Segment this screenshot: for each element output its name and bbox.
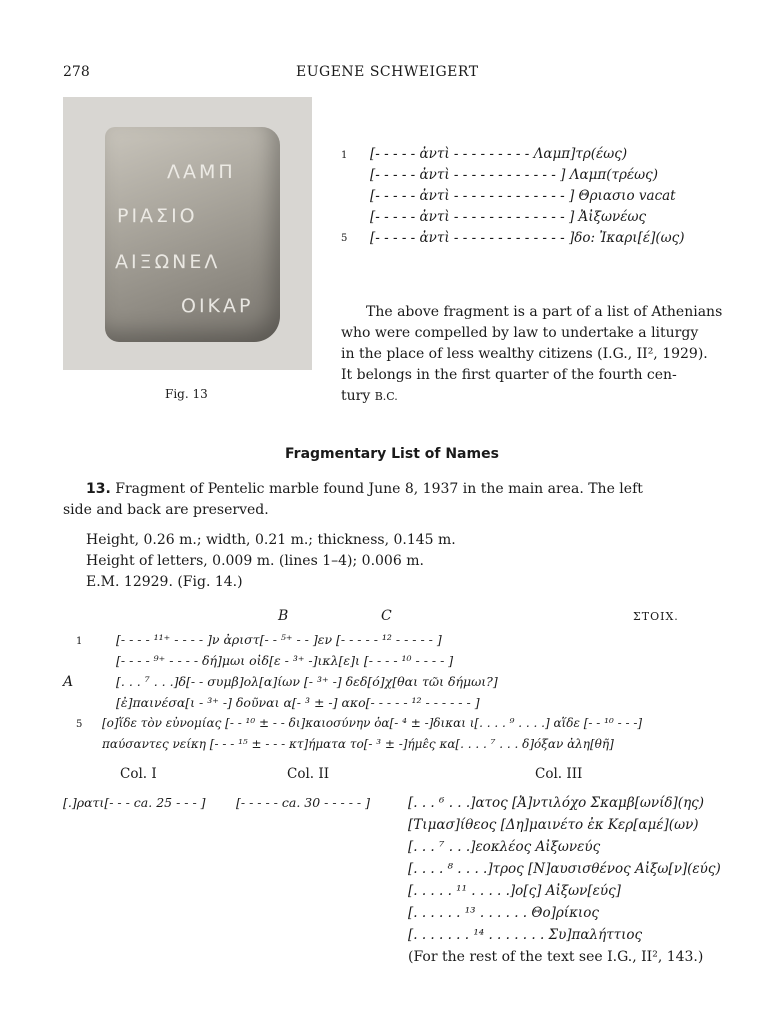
col3-line: [Τιμασ]ίθεος [Δη]μαινέτο ἐκ Κερ[αμέ](ων) [408, 817, 699, 833]
paragraph-line: who were compelled by law to undertake a liturgy [341, 325, 699, 341]
running-head: EUGENE SCHWEIGERT [296, 64, 479, 80]
inscription-line-number: 5 [341, 233, 348, 244]
text14-line: [ἐ]παινέσα[ι - ³⁺ -] δοῦναι α[- ³ ± -] ακο[- - - - - ¹² - - - - - - ] [116, 695, 480, 710]
column-header-2: Col. II [287, 766, 330, 782]
section-heading: Fragmentary List of Names [285, 446, 499, 462]
dimensions-line: Height, 0.26 m.; width, 0.21 m.; thickness, 0.145 m. [86, 532, 456, 548]
paragraph-text: tury [341, 388, 371, 404]
entry-description-line: side and back are preserved. [63, 502, 269, 518]
paragraph-line: The above fragment is a part of a list of Athenians [366, 304, 723, 320]
text14-line-number: 5 [76, 719, 83, 730]
col3-note: (For the rest of the text see I.G., II², 143.) [408, 949, 704, 965]
figure-caption: Fig. 13 [165, 387, 208, 401]
stone-letters-3: ΑΙΞΩΝΕΛ [115, 251, 221, 273]
inscription-line: [- - - - - ἀντὶ - - - - - - - - - - - - - ] Ἀἰξωνέως [370, 209, 647, 225]
stone-letters-4: ΟΙΚΑΡ [181, 295, 254, 317]
stone-fragment-image [105, 127, 280, 342]
column-header-1: Col. I [120, 766, 157, 782]
paragraph-line-last [341, 388, 398, 404]
entry-first-line [86, 481, 643, 497]
text14-line: [ο]ἵδε τὸν εὐνομίας [- - ¹⁰ ± - - δι]καιοσύνην ὁα[- ⁴ ± -]δικαι ι[. . . . ⁹ . . . .] αἵδε [- - ¹⁰ - - -] [102, 716, 643, 730]
era-abbrev: B.C. [374, 390, 398, 403]
col3-line: [. . . . ⁸ . . . .]τρος [Ν]αυσισθένος Αἰξω[ν](εύς) [408, 861, 721, 877]
column-header-3: Col. III [535, 766, 583, 782]
text14-line: [- - - - ⁹⁺ - - - - δή]μωι οἰδ[ε - ³⁺ -]ικλ[ε]ι [- - - - ¹⁰ - - - - ] [116, 653, 454, 668]
stone-letters-1: ΛΑΜΠ [167, 161, 236, 183]
col3-line: [. . . ⁷ . . .]εοκλέος Αἰξωνεύς [408, 839, 601, 855]
inscription-line-number: 1 [341, 150, 348, 161]
text14-line: [- - - - ¹¹⁺ - - - - ]ν ἀριστ[- - ⁵⁺ - - ]εν [- - - - - ¹² - - - - - ] [116, 632, 442, 647]
paragraph-line: in the place of less wealthy citizens (I.G., II², 1929). [341, 346, 708, 362]
stone-photo [63, 97, 312, 370]
paragraph-line: It belongs in the first quarter of the fourth cen- [341, 367, 677, 383]
inscription-line: [- - - - - ἀντὶ - - - - - - - - - - - - ] Λαμπ(τρέως) [370, 167, 658, 183]
inscription-line: [- - - - - ἀντὶ - - - - - - - - - Λαμπ]τρ(έως) [370, 146, 628, 162]
dimensions-line: Height of letters, 0.009 m. (lines 1–4); 0.006 m. [86, 553, 424, 569]
inscription-line: [- - - - - ἀντὶ - - - - - - - - - - - - - ]δο: Ἰκαρι[έ](ως) [370, 230, 685, 246]
text14-line-number: 1 [76, 636, 83, 647]
face-label-a: A [63, 674, 74, 690]
col2-line: [- - - - - ca. 30 - - - - - ] [236, 795, 371, 810]
text14-line: παύσαντες νείκη [- - - ¹⁵ ± - - - κτ]ήματα το[- ³ ± -]ήμε̂ς κα[. . . . ⁷ . . . δ]όξαν ἀλη[θῆ] [102, 737, 614, 751]
entry-description: Fragment of Pentelic marble found June 8, 1937 in the main area. The left [115, 481, 643, 497]
text14-line: [. . . ⁷ . . .]δ[- - συμβ]ολ[α]ίων [- ³⁺ -] δεδ[ό]χ[θαι τῶι δήμωι?] [116, 674, 498, 689]
page-number: 278 [63, 64, 90, 80]
col3-line: [. . . . . . . ¹⁴ . . . . . . . Συ]παλήττιος [408, 927, 643, 943]
entry-number: 13. [86, 481, 111, 497]
col3-line: [. . . . . ¹¹ . . . . .]ο[ς] Αἰξων[εύς] [408, 883, 621, 899]
stone-letters-2: ΡΙΑΣΙΟ [117, 205, 198, 227]
dimensions-line: E.M. 12929. (Fig. 14.) [86, 574, 243, 590]
col3-line: [. . . . . . ¹³ . . . . . . Θο]ρίκιος [408, 905, 599, 921]
face-label-c: C [381, 608, 392, 624]
col3-line: [. . . ⁶ . . .]ατος [Ἀ]ντιλόχο Σκαμβ[ωνίδ](ης) [408, 795, 704, 811]
face-label-b: B [278, 608, 289, 624]
stoich-label: ΣΤΟΙΧ. [633, 610, 679, 623]
col1-line: [.]ρατι[- - - ca. 25 - - - ] [63, 795, 206, 810]
inscription-line: [- - - - - ἀντὶ - - - - - - - - - - - - - ] Θριασιο vacat [370, 188, 676, 204]
